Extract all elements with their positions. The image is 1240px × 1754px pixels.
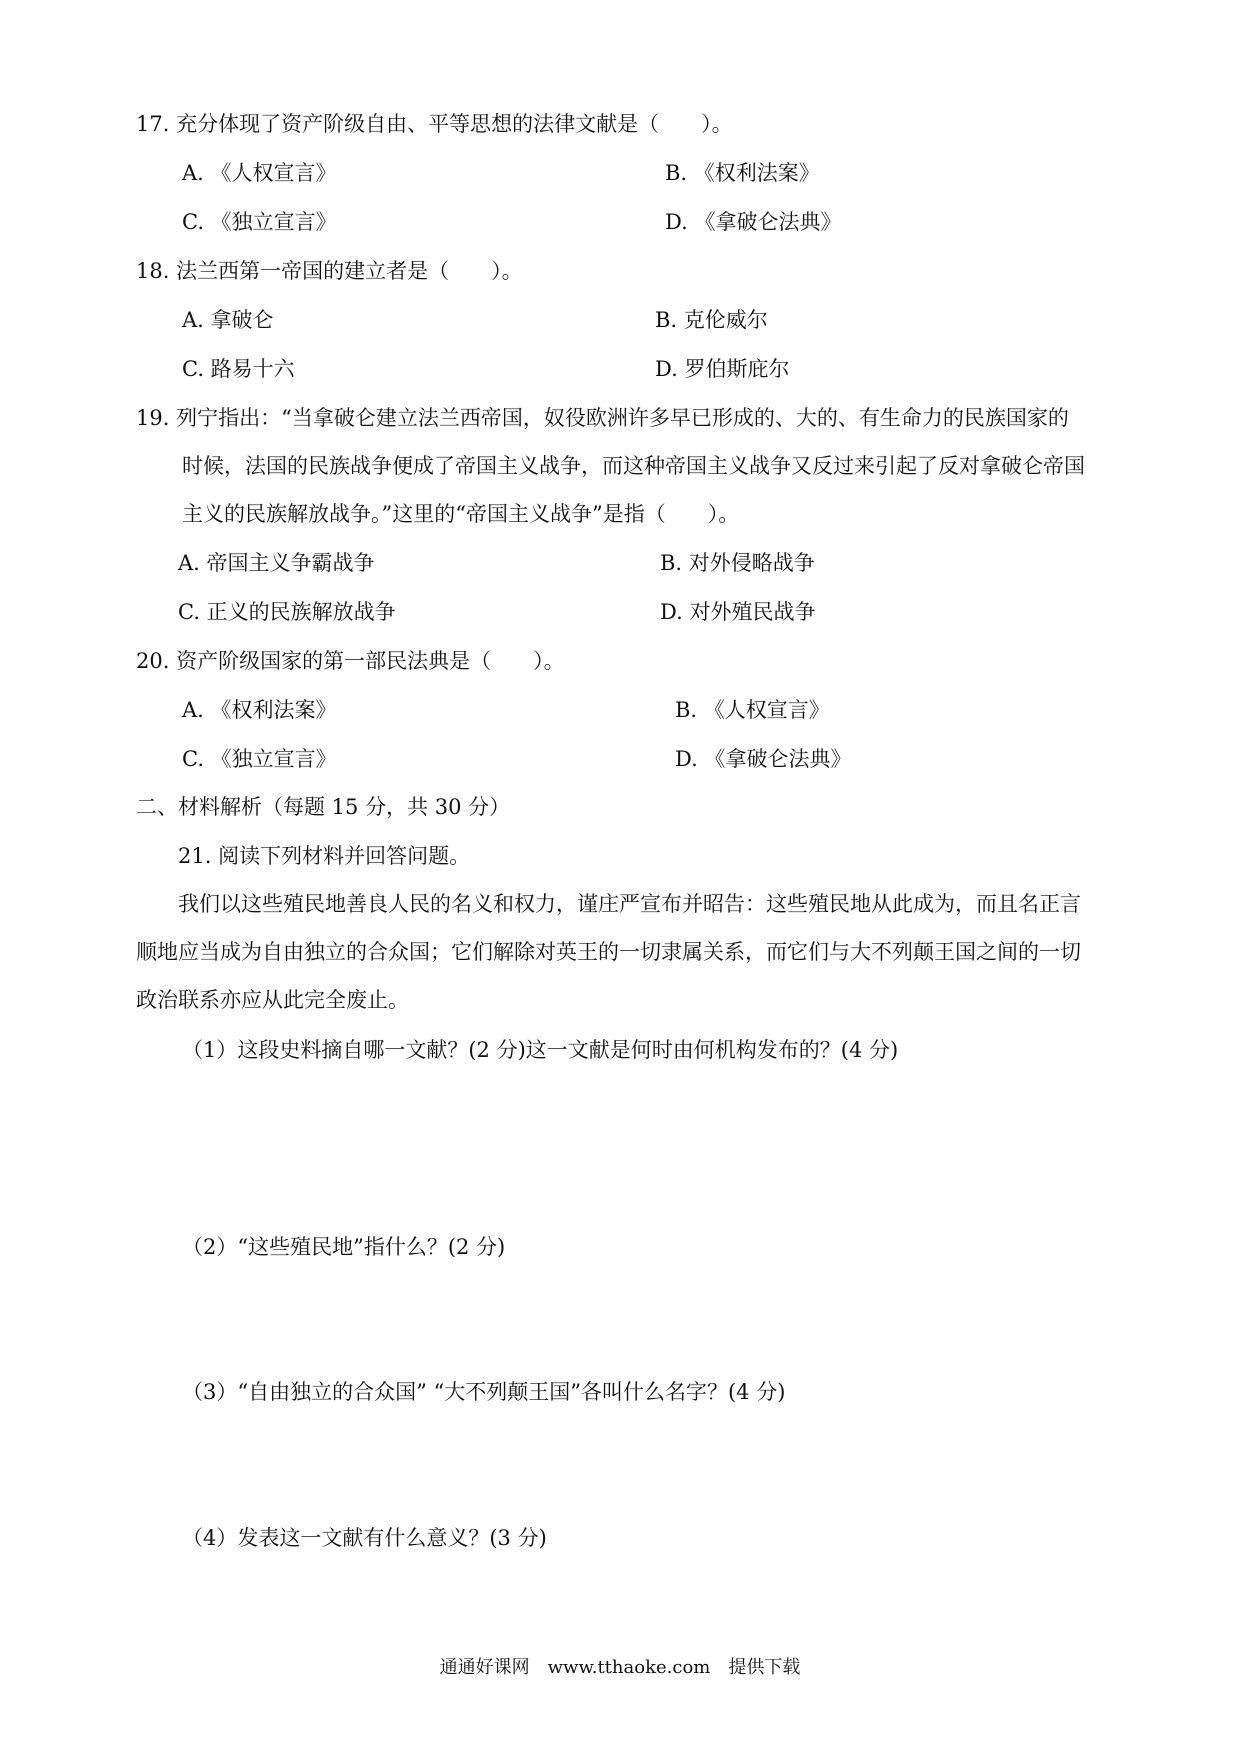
q18-option-c: C. 路易十六 <box>182 357 295 381</box>
subquestion-3: （3）“自由独立的合众国” “大不列颠王国”各叫什么名字？(4 分) <box>182 1380 786 1404</box>
question-21-intro: 21. 阅读下列材料并回答问题。 <box>178 844 471 868</box>
question-number: 17. <box>136 112 170 136</box>
question-17 <box>136 110 733 138</box>
question-text: 资产阶级国家的第一部民法典是（ ）。 <box>176 649 565 673</box>
question-text-line: 主义的民族解放战争。”这里的“帝国主义战争”是指（ ）。 <box>182 502 740 526</box>
q20-option-b: B. 《人权宣言》 <box>675 698 830 722</box>
question-number: 19. <box>136 406 170 430</box>
q18-option-a: A. 拿破仑 <box>182 308 274 332</box>
material-line: 政治联系亦应从此完全废止。 <box>136 988 409 1012</box>
q17-option-d: D. 《拿破仑法典》 <box>665 210 842 234</box>
q17-option-b: B. 《权利法案》 <box>665 161 820 185</box>
q19-option-a: A. 帝国主义争霸战争 <box>178 551 375 575</box>
question-20 <box>136 647 565 675</box>
subquestion-1: （1）这段史料摘自哪一文献？(2 分)这一文献是何时由何机构发布的？(4 分) <box>182 1038 899 1062</box>
question-number: 20. <box>136 649 170 673</box>
q19-option-c: C. 正义的民族解放战争 <box>178 600 396 624</box>
question-19 <box>136 404 1069 432</box>
q19-option-b: B. 对外侵略战争 <box>660 551 815 575</box>
q17-option-c: C. 《独立宣言》 <box>182 210 337 234</box>
question-text-line: 时候，法国的民族战争便成了帝国主义战争，而这种帝国主义战争又反过来引起了反对拿破仑帝国 <box>182 454 1085 478</box>
q19-option-d: D. 对外殖民战争 <box>660 600 816 624</box>
question-text: 充分体现了资产阶级自由、平等思想的法律文献是（ ）。 <box>176 112 733 136</box>
question-number: 18. <box>136 259 170 283</box>
question-text-line: 列宁指出：“当拿破仑建立法兰西帝国，奴役欧洲许多早已形成的、大的、有生命力的民族国家的 <box>176 406 1069 430</box>
question-18 <box>136 257 523 285</box>
q18-option-b: B. 克伦威尔 <box>655 308 768 332</box>
question-text: 法兰西第一帝国的建立者是（ ）。 <box>176 259 523 283</box>
q20-option-d: D. 《拿破仑法典》 <box>675 747 852 771</box>
section-heading: 二、材料解析（每题 15 分，共 30 分） <box>136 795 511 819</box>
page-footer: 通通好课网 www.tthaoke.com 提供下载 <box>439 1657 801 1678</box>
subquestion-4: （4）发表这一文献有什么意义？(3 分) <box>182 1526 547 1550</box>
q18-option-d: D. 罗伯斯庇尔 <box>655 357 790 381</box>
material-line: 我们以这些殖民地善良人民的名义和权力，谨庄严宣布并昭告：这些殖民地从此成为，而且名正言 <box>178 892 1081 916</box>
material-line: 顺地应当成为自由独立的合众国；它们解除对英王的一切隶属关系，而它们与大不列颠王国之间的一切 <box>136 940 1081 964</box>
q17-option-a: A. 《人权宣言》 <box>182 161 337 185</box>
subquestion-2: （2）“这些殖民地”指什么？(2 分) <box>182 1235 506 1259</box>
q20-option-a: A. 《权利法案》 <box>182 698 337 722</box>
q20-option-c: C. 《独立宣言》 <box>182 747 337 771</box>
